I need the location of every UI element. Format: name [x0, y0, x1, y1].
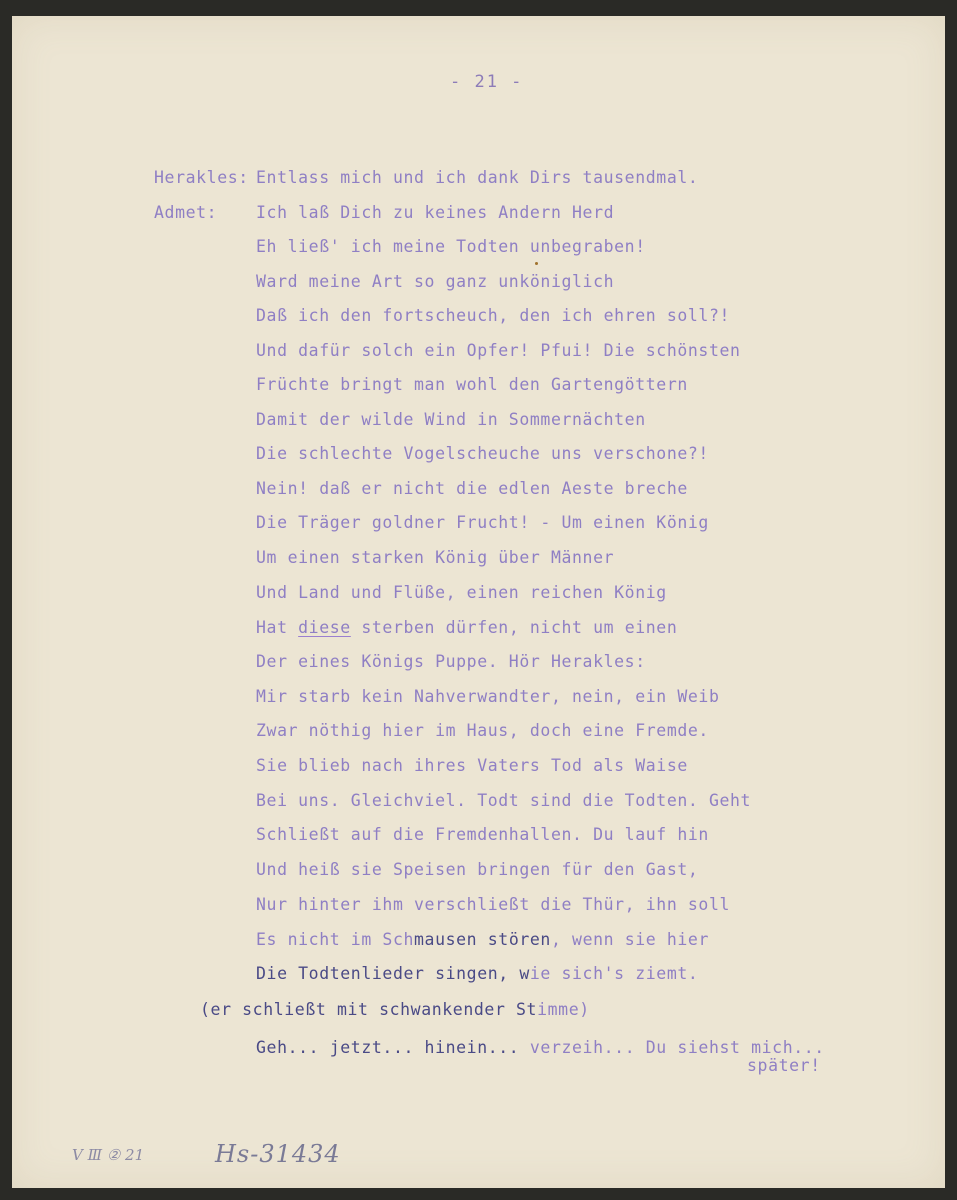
verse-line: Sie blieb nach ihres Vaters Tod als Waise — [256, 756, 688, 775]
stage-direction-dark: (er schließt mit schwankender St — [200, 1000, 538, 1019]
signature-mark: Hs-31434 — [215, 1140, 341, 1168]
verse-line-mixed — [256, 964, 698, 983]
verse-line: Früchte bringt man wohl den Gartengöttern — [256, 375, 688, 394]
verse-text: , wenn sie hier — [550, 930, 709, 949]
verse-line-mixed — [256, 930, 709, 949]
verse-text: ie sich's ziemt. — [529, 964, 699, 983]
verse-line: Und heiß sie Speisen bringen für den Gast, — [256, 860, 699, 879]
verse-text: Hat — [256, 618, 299, 637]
verse-line: Daß ich den fortscheuch, den ich ehren soll?! — [256, 306, 731, 325]
page-number: - 21 - — [450, 72, 524, 92]
verse-line: Damit der wilde Wind in Sommernächten — [256, 410, 646, 429]
ink-dot — [535, 262, 538, 265]
verse-line: Ward meine Art so ganz unköniglich — [256, 272, 615, 291]
stage-direction-light: imme) — [537, 1000, 590, 1019]
underlined-word: diese — [298, 618, 351, 637]
verse-line: Nein! daß er nicht die edlen Aeste breche — [256, 479, 688, 498]
verse-line: Bei uns. Gleichviel. Todt sind die Todten. Geht — [256, 791, 752, 810]
verse-line: Schließt auf die Fremdenhallen. Du lauf hin — [256, 825, 709, 844]
final-line — [256, 1038, 825, 1057]
verse-text: sterben dürfen, nicht um einen — [350, 618, 678, 637]
final-line-continuation: später! — [747, 1056, 821, 1075]
final-line-light: verzeih... Du siehst mich... — [519, 1038, 825, 1057]
verse-line: Nur hinter ihm verschließt die Thür, ihn soll — [256, 895, 731, 914]
verse-text-dark: Die Todtenlieder singen, w — [256, 964, 530, 983]
final-line-dark: Geh... jetzt... hinein... — [256, 1038, 520, 1057]
verse-line: Entlass mich und ich dank Dirs tausendmal. — [256, 168, 699, 187]
stage-direction — [200, 1000, 590, 1019]
verse-line: Die schlechte Vogelscheuche uns verschone?! — [256, 444, 709, 463]
verse-line: Ich laß Dich zu keines Andern Herd — [256, 203, 615, 222]
verse-text-dark: mausen stören — [414, 930, 551, 949]
archive-mark: V Ⅲ ② 21 — [72, 1146, 145, 1164]
verse-line-hat — [256, 618, 677, 637]
verse-line: Um einen starken König über Männer — [256, 548, 615, 567]
verse-line: Mir starb kein Nahverwandter, nein, ein Weib — [256, 687, 720, 706]
verse-line: Und Land und Flüße, einen reichen König — [256, 583, 667, 602]
verse-line: Zwar nöthig hier im Haus, doch eine Fremde. — [256, 721, 709, 740]
speaker-herakles: Herakles: — [154, 168, 249, 187]
verse-line: Und dafür solch ein Opfer! Pfui! Die schönsten — [256, 341, 741, 360]
verse-line: Der eines Königs Puppe. Hör Herakles: — [256, 652, 646, 671]
verse-line: Eh ließ' ich meine Todten unbegraben! — [256, 237, 646, 256]
speaker-admet: Admet: — [154, 203, 218, 222]
verse-text: Es nicht im Sch — [256, 930, 415, 949]
verse-line: Die Träger goldner Frucht! - Um einen König — [256, 513, 709, 532]
